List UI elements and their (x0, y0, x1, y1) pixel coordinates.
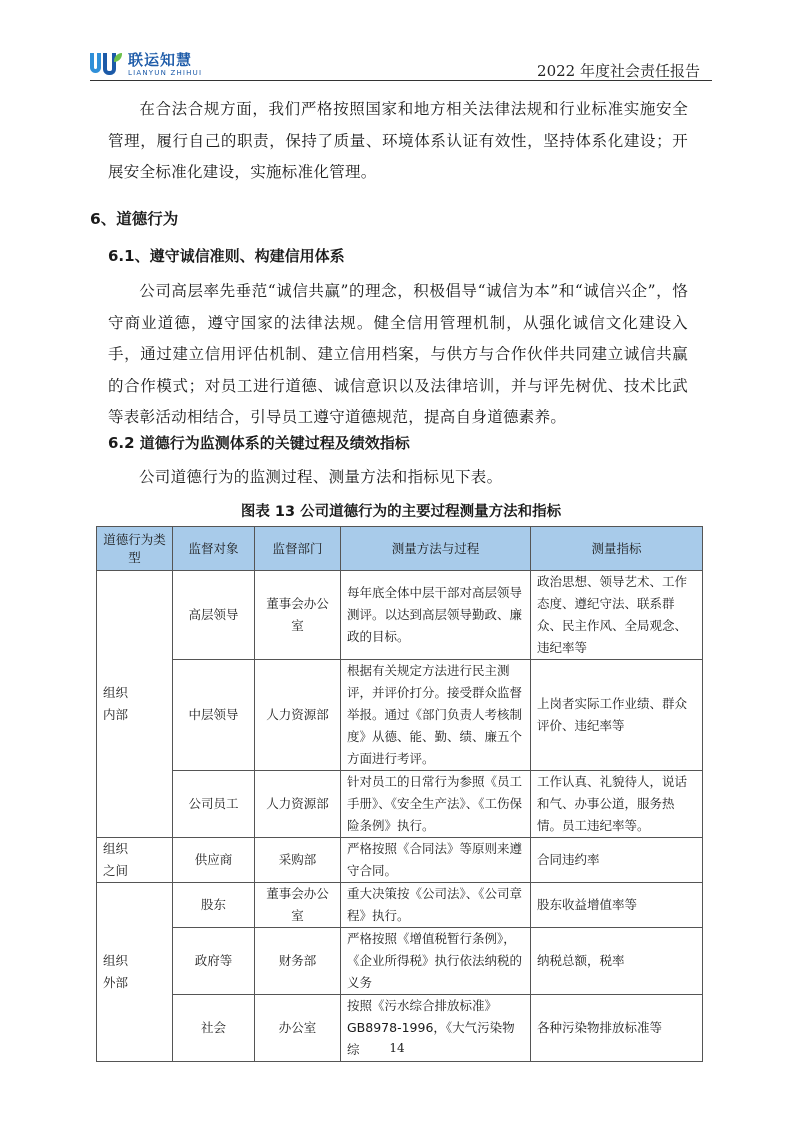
metric-cell: 合同违约率 (531, 838, 703, 883)
object-cell: 中层领导 (173, 660, 255, 771)
header-type: 道德行为类型 (97, 527, 173, 571)
object-cell: 政府等 (173, 928, 255, 995)
metric-cell: 股东收益增值率等 (531, 883, 703, 928)
header-divider (90, 80, 712, 81)
paragraph-table-intro: 公司道德行为的监测过程、测量方法和指标见下表。 (139, 468, 503, 486)
method-cell: 严格按照《增值税暂行条例》，《企业所得税》执行依法纳税的义务 (341, 928, 531, 995)
method-cell: 根据有关规定方法进行民主测评，并评价打分。接受群众监督举报。通过《部门负责人考核制度》从德、能、勤、绩、廉五个方面进行考评。 (341, 660, 531, 771)
dept-cell: 采购部 (255, 838, 341, 883)
page-header (90, 50, 712, 80)
paragraph-integrity: 公司高层率先垂范“诚信共赢”的理念，积极倡导“诚信为本”和“诚信兴企”，恪守商业道德，遵守国家的法律法规。健全信用管理机制，从强化诚信文化建设入手，通过建立信用评估机制、建立信用档案，与供方与合作伙伴共同建立诚信共赢的合作模式；对员工进行道德、诚信意识以及法律培训，并与评先树优、技术比武等表彰活动相结合，引导员工遵守道德规范，提高自身道德素养。 (108, 282, 688, 426)
type-cell: 组织外部 (97, 883, 173, 1062)
method-cell: 针对员工的日常行为参照《员工手册》、《安全生产法》、《工伤保险条例》执行。 (341, 771, 531, 838)
dept-cell: 人力资源部 (255, 771, 341, 838)
method-cell: 严格按照《合同法》等原则来遵守合同。 (341, 838, 531, 883)
table-row (97, 928, 703, 995)
metric-cell: 上岗者实际工作业绩、群众评价、违纪率等 (531, 660, 703, 771)
table-row (97, 838, 703, 883)
metric-cell: 各种污染物排放标准等 (531, 995, 703, 1062)
logo-name-en: LIANYUN ZHIHUI (128, 69, 203, 77)
method-cell: 每年底全体中层干部对高层领导测评。以达到高层领导勤政、廉政的目标。 (341, 571, 531, 660)
object-cell: 公司员工 (173, 771, 255, 838)
dept-cell: 人力资源部 (255, 660, 341, 771)
metric-cell: 纳税总额，税率 (531, 928, 703, 995)
table-row (97, 771, 703, 838)
logo-mark-icon (90, 53, 124, 77)
dept-cell: 办公室 (255, 995, 341, 1062)
table-row (97, 660, 703, 771)
dept-cell: 财务部 (255, 928, 341, 995)
table-row (97, 883, 703, 928)
page-number: 14 (389, 1041, 405, 1055)
table-caption: 图表 13 公司道德行为的主要过程测量方法和指标 (240, 504, 562, 520)
ethics-measurement-table (96, 526, 703, 1062)
company-logo (90, 53, 202, 79)
table-header-row (97, 527, 703, 571)
type-cell: 组织内部 (97, 571, 173, 838)
logo-name-cn: 联运知慧 (128, 51, 193, 69)
metric-cell: 工作认真、礼貌待人，说话和气、办事公道，服务热情。员工违纪率等。 (531, 771, 703, 838)
header-object: 监督对象 (173, 527, 255, 571)
paragraph-compliance: 在合法合规方面，我们严格按照国家和地方相关法律法规和行业标准实施安全管理，履行自己的职责，保持了质量、环境体系认证有效性，坚持体系化建设；开展安全标准化建设，实施标准化管理。 (108, 100, 688, 181)
object-cell: 社会 (173, 995, 255, 1062)
object-cell: 高层领导 (173, 571, 255, 660)
type-cell: 组织之间 (97, 838, 173, 883)
header-metric: 测量指标 (531, 527, 703, 571)
method-cell: 重大决策按《公司法》、《公司章程》执行。 (341, 883, 531, 928)
method-cell: 按照《污水综合排放标准》GB8978-1996，《大气污染物综 (341, 995, 531, 1062)
object-cell: 股东 (173, 883, 255, 928)
section-heading-6-2: 6.2 道德行为监测体系的关键过程及绩效指标 (108, 434, 410, 452)
header-dept: 监督部门 (255, 527, 341, 571)
report-title: 2022 年度社会责任报告 (537, 62, 700, 80)
header-method: 测量方法与过程 (341, 527, 531, 571)
object-cell: 供应商 (173, 838, 255, 883)
section-heading-6: 6、道德行为 (90, 210, 179, 228)
metric-cell: 政治思想、领导艺术、工作态度、遵纪守法、联系群众、民主作风、全局观念、违纪率等 (531, 571, 703, 660)
dept-cell: 董事会办公室 (255, 571, 341, 660)
dept-cell: 董事会办公室 (255, 883, 341, 928)
section-heading-6-1: 6.1、遵守诚信准则、构建信用体系 (108, 247, 345, 265)
table-row (97, 571, 703, 660)
